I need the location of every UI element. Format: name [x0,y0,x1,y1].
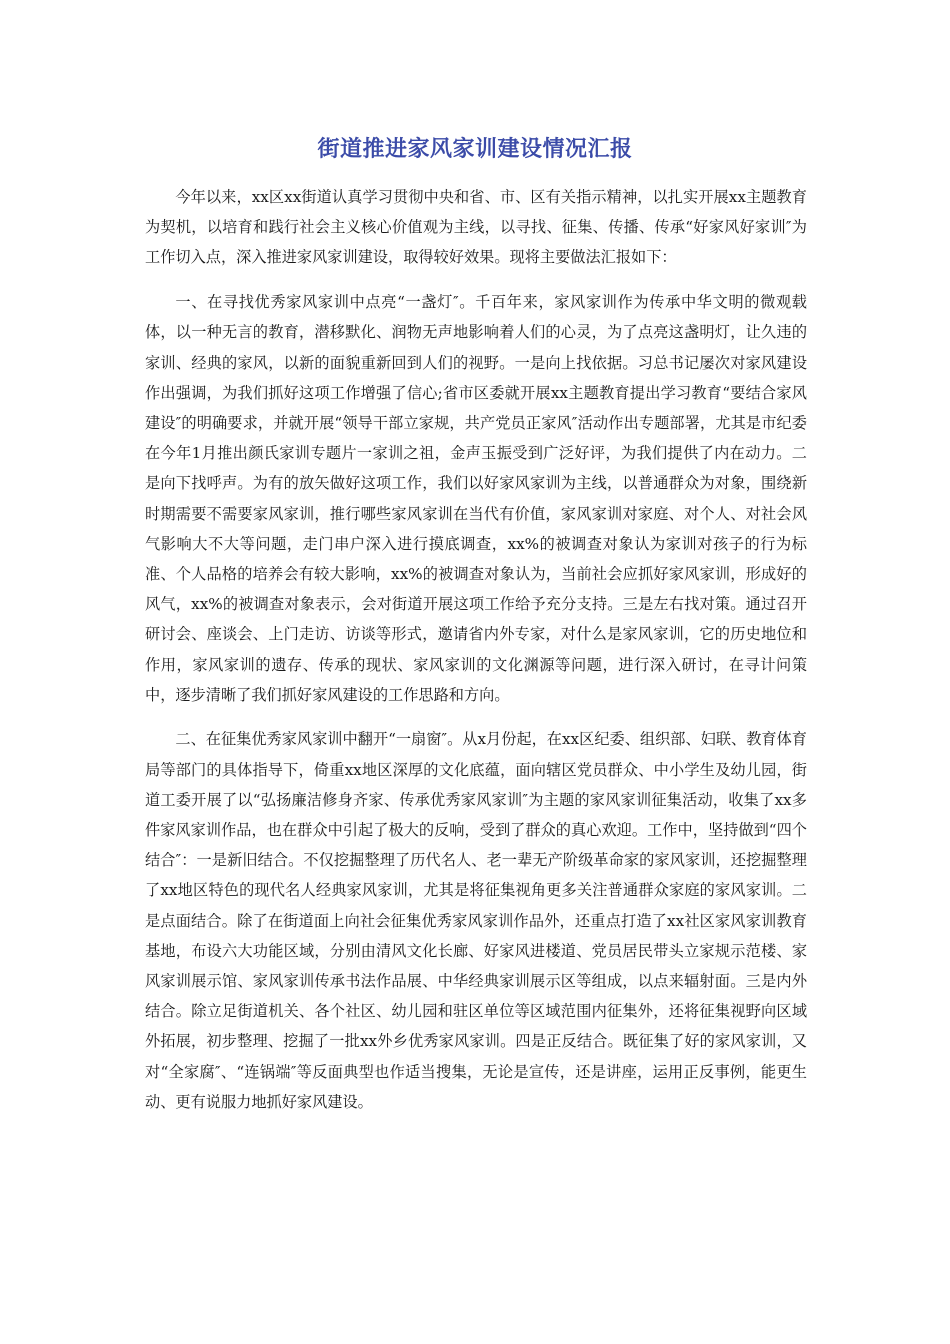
paragraph-intro: 今年以来，xx区xx街道认真学习贯彻中央和省、市、区有关指示精神，以扎实开展xx主题教育为契机，以培育和践行社会主义核心价值观为主线，以寻找、征集、传播、传承“好家风好家训″为工作切入点，深入推进家风家训建设，取得较好效果。现将主要做法汇报如下： [145,188,807,267]
document-title: 街道推进家风家训建设情况汇报 [317,137,633,162]
document-body [145,182,807,1117]
paragraph-section-one: 一、在寻找优秀家风家训中点亮“一盏灯″。千百年来，家风家训作为传承中华文明的微观载体，以一种无言的教育，潜移默化、润物无声地影响着人们的心灵，为了点亮这盏明灯，让久违的家训、经典的家风，以新的面貌重新回到人们的视野。一是向上找依据。习总书记屡次对家风建设作出强调，为我们抓好这项工作增强了信心;省市区委就开展xx主题教育提出学习教育“要结合家风建设″的明确要求，并就开展“领导干部立家规，共产党员正家风″活动作出专题部署，尤其是市纪委在今年1月推出颜氏家训专题片一家训之祖，金声玉振受到广泛好评，为我们提供了内在动力。二是向下找呼声。为有的放矢做好这项工作，我们以好家风家训为主线，以普通群众为对象，围绕新时期需要不需要家风家训，推行哪些家风家训在当代有价值，家风家训对家庭、对个人、对社会风气影响大不大等问题，走门串户深入进行摸底调查，xx%的被调查对象认为家训对孩子的行为标准、个人品格的培养会有较大影响，xx%的被调查对象认为，当前社会应抓好家风家训，形成好的风气，xx%的被调查对象表示，会对街道开展这项工作给予充分支持。三是左右找对策。通过召开研讨会、座谈会、上门走访、访谈等形式，邀请省内外专家，对什么是家风家训，它的历史地位和作用，家风家训的遗存、传承的现状、家风家训的文化渊源等问题，进行深入研讨，在寻计问策中，逐步清晰了我们抓好家风建设的工作思路和方向。 [145,293,807,704]
paragraph-section-two: 二、在征集优秀家风家训中翻开“一扇窗″。从x月份起，在xx区纪委、组织部、妇联、教育体育局等部门的具体指导下，倚重xx地区深厚的文化底蕴，面向辖区党员群众、中小学生及幼儿园，街道工委开展了以“弘扬廉洁修身齐家、传承优秀家风家训″为主题的家风家训征集活动，收集了xx多件家风家训作品，也在群众中引起了极大的反响，受到了群众的真心欢迎。工作中，坚持做到“四个结合″：一是新旧结合。不仅挖掘整理了历代名人、老一辈无产阶级革命家的家风家训，还挖掘整理了xx地区特色的现代名人经典家风家训，尤其是将征集视角更多关注普通群众家庭的家风家训。二是点面结合。除了在街道面上向社会征集优秀家风家训作品外，还重点打造了xx社区家风家训教育基地，布设六大功能区域，分别由清风文化长廊、好家风进楼道、党员居民带头立家规示范楼、家风家训展示馆、家风家训传承书法作品展、中华经典家训展示区等组成，以点来辐射面。三是内外结合。除立足街道机关、各个社区、幼儿园和驻区单位等区域范围内征集外，还将征集视野向区域外拓展，初步整理、挖掘了一批xx外乡优秀家风家训。四是正反结合。既征集了好的家风家训，又对“全家腐″、“连锅端″等反面典型也作适当搜集，无论是宣传，还是讲座，运用正反事例，能更生动、更有说服力地抓好家风建设。 [145,730,807,1111]
